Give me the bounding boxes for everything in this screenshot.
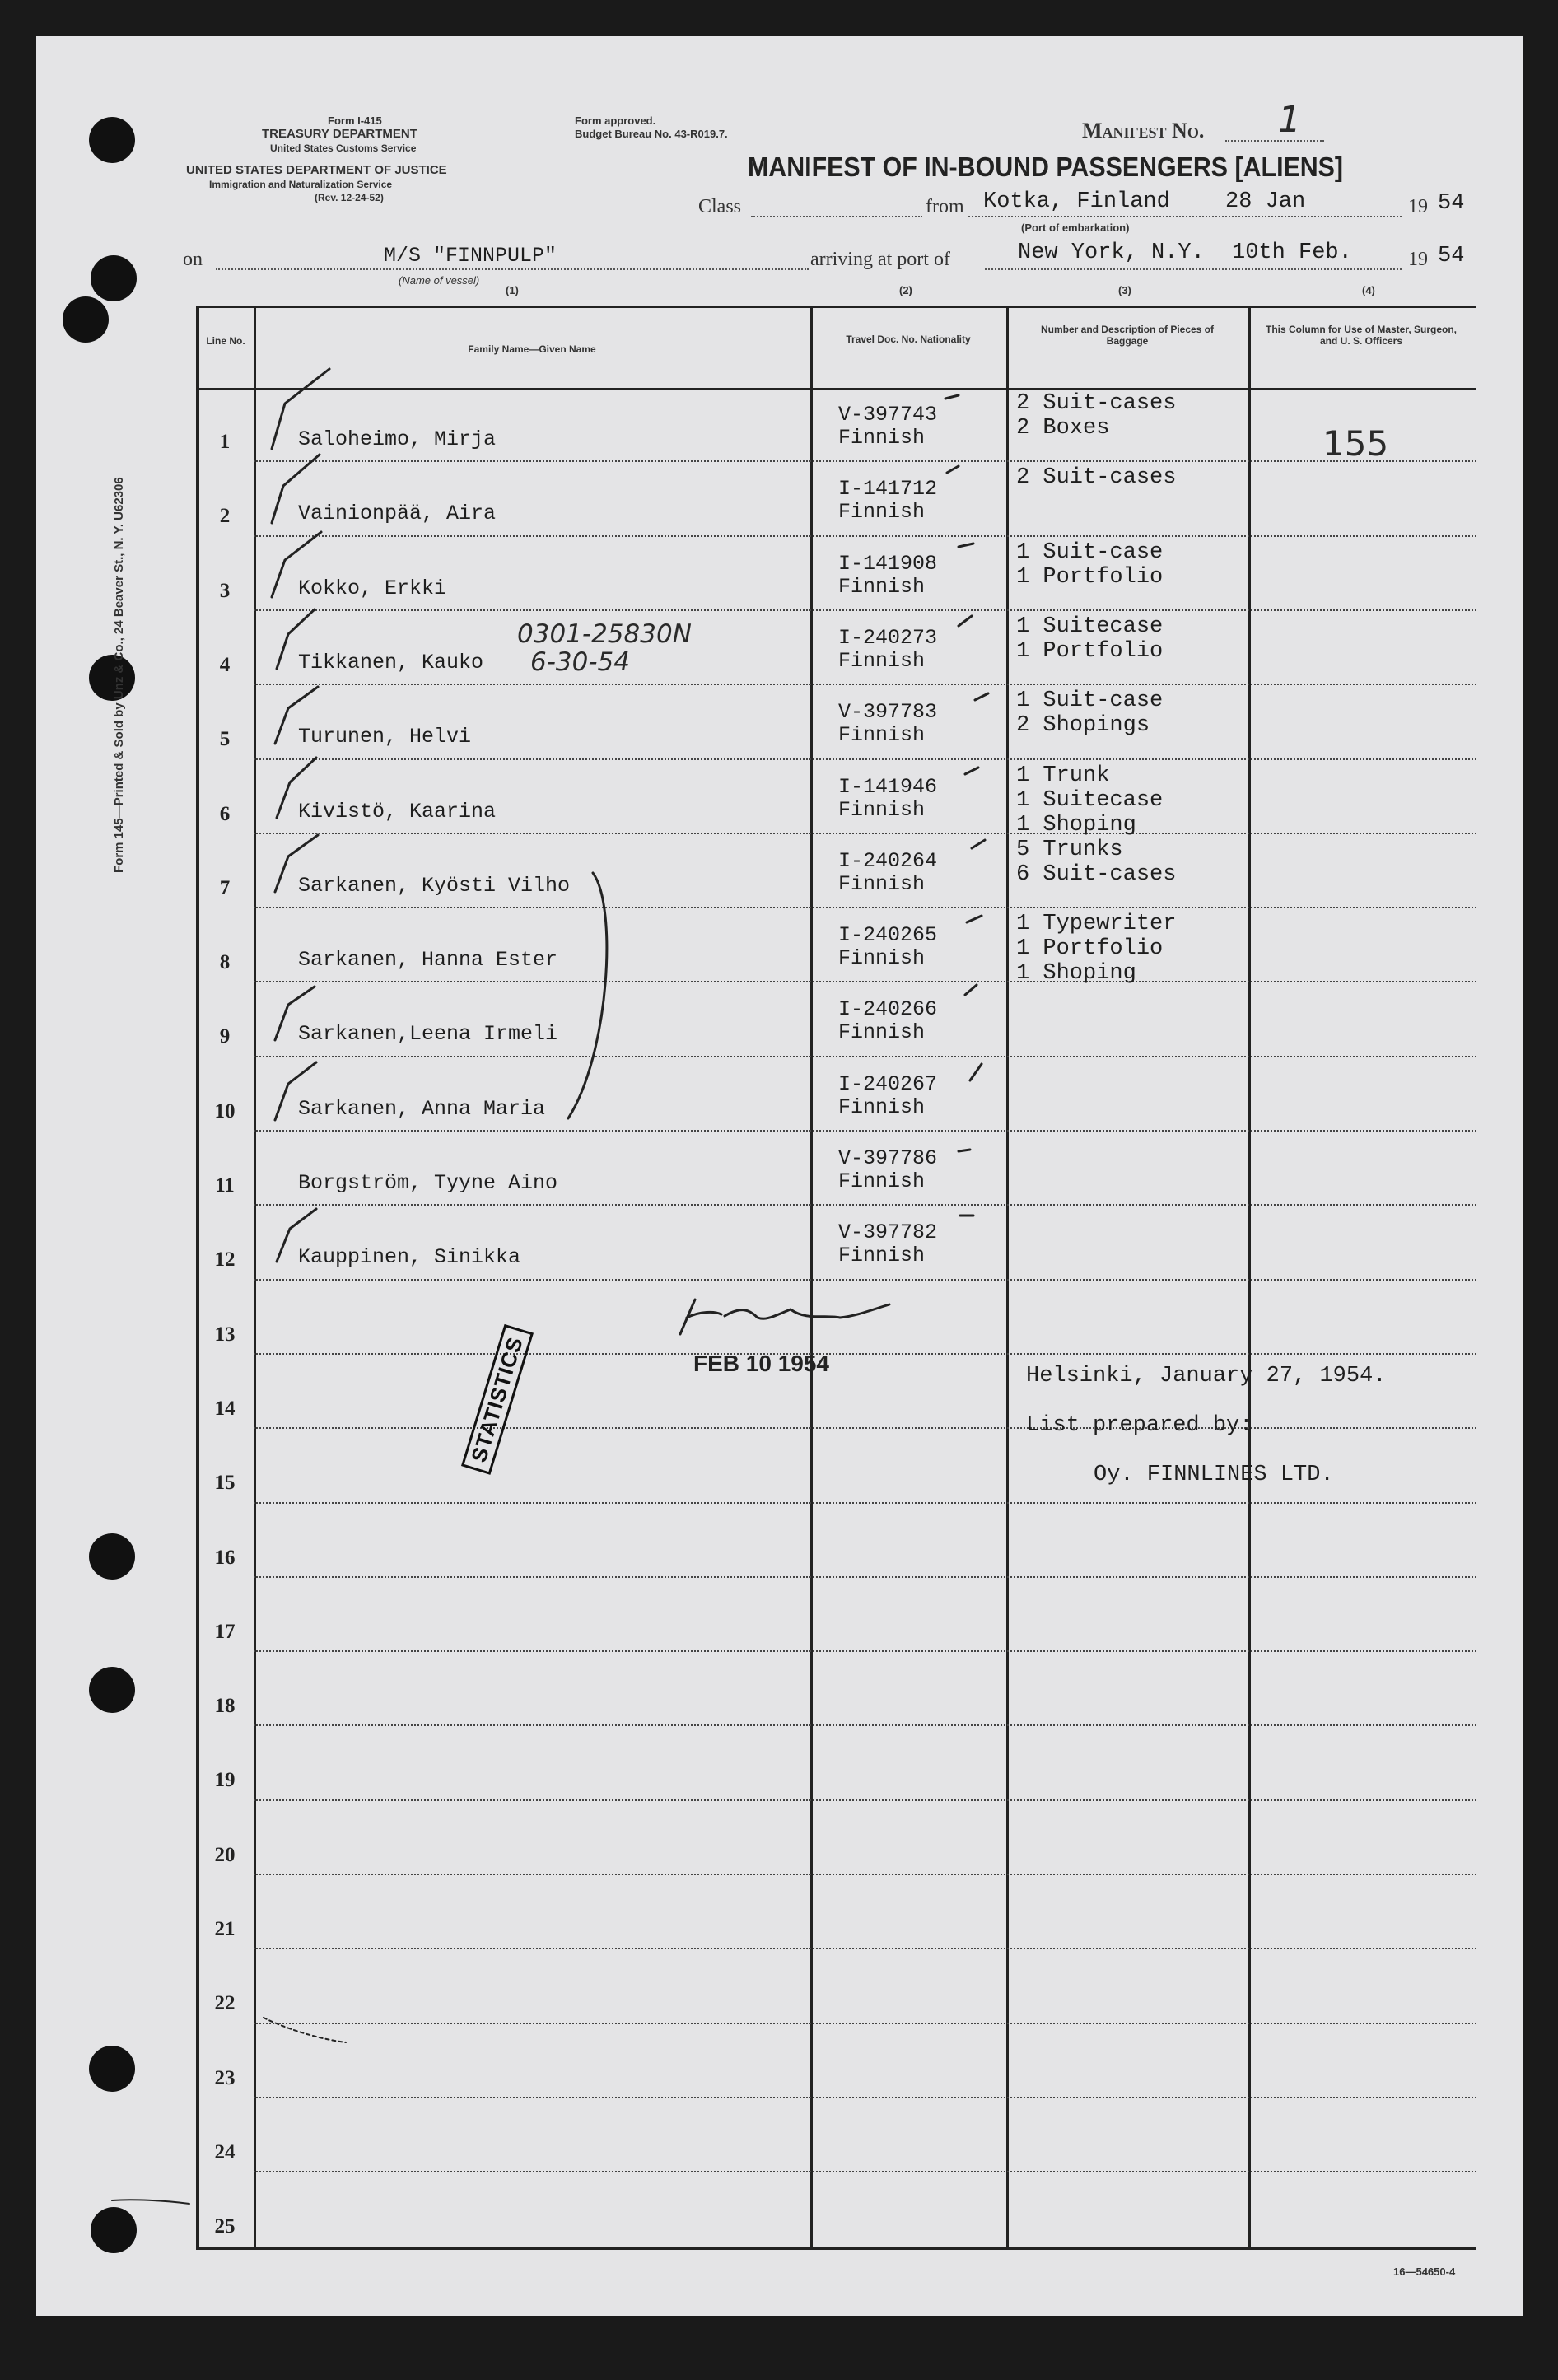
baggage-item: 1 Suitecase xyxy=(1016,614,1164,639)
baggage-item: 2 Boxes xyxy=(1016,416,1110,441)
row-rule xyxy=(254,535,1476,537)
line-number: 5 xyxy=(219,728,231,751)
line-number: 22 xyxy=(214,1992,236,2015)
row-rule xyxy=(254,1874,1476,1875)
column-divider xyxy=(1248,306,1251,2250)
row-rule xyxy=(254,2023,1476,2024)
certification-place-date: Helsinki, January 27, 1954. xyxy=(1026,1364,1387,1388)
baggage-item: 1 Suitecase xyxy=(1016,787,1164,813)
row-rule xyxy=(254,1576,1476,1578)
row-rule xyxy=(254,2097,1476,2098)
handwritten-date: 6-30-54 xyxy=(530,647,630,677)
baggage-item: 1 Portfolio xyxy=(1016,936,1164,962)
printer-imprint: Form 145—Printed & Sold by Unz & Co., 24 Beaver St., N. Y. U62306 xyxy=(112,477,126,873)
travel-doc-no: V-397743 xyxy=(838,403,938,427)
column-divider xyxy=(1006,306,1009,2250)
immigration-service: Immigration and Naturalization Service xyxy=(209,179,393,190)
line-number: 14 xyxy=(214,1397,236,1420)
footer-code: 16—54650-4 xyxy=(1393,2266,1456,2278)
line-number: 21 xyxy=(214,1918,236,1940)
passenger-name: Sarkanen, Hanna Ester xyxy=(298,948,558,973)
column-1-number: (1) xyxy=(506,284,519,296)
arrival-year-prefix: 19 xyxy=(1408,249,1428,270)
row-rule xyxy=(254,460,1476,462)
punch-hole xyxy=(89,117,135,163)
baggage-item: 1 Shoping xyxy=(1016,961,1136,987)
travel-doc-no: V-397782 xyxy=(838,1220,938,1245)
line-number: 20 xyxy=(214,1843,236,1866)
nationality: Finnish xyxy=(838,1244,926,1268)
passenger-name: Kokko, Erkki xyxy=(298,576,447,600)
row-rule xyxy=(254,684,1476,685)
header-family-name: Family Name—Given Name xyxy=(468,343,596,355)
nationality: Finnish xyxy=(838,871,926,896)
row-rule xyxy=(254,1204,1476,1206)
travel-doc-no: I-141908 xyxy=(838,551,938,576)
column-divider xyxy=(810,306,813,2250)
baggage-item: 1 Portfolio xyxy=(1016,564,1164,590)
arrival-port: New York, N.Y. xyxy=(1018,240,1205,265)
passenger-name: Kauppinen, Sinikka xyxy=(298,1245,521,1270)
nationality: Finnish xyxy=(838,723,926,748)
embarkation-caption: (Port of embarkation) xyxy=(1021,222,1130,234)
line-number: 8 xyxy=(219,951,231,974)
baggage-item: 2 Suit-cases xyxy=(1016,465,1177,491)
travel-doc-no: I-240267 xyxy=(838,1071,938,1096)
table-bottom-border xyxy=(196,2247,1476,2250)
row-rule xyxy=(254,609,1476,611)
from-label: from xyxy=(926,196,964,217)
row-rule xyxy=(254,1799,1476,1801)
travel-doc-no: I-240265 xyxy=(838,923,938,948)
passenger-name: Vainionpää, Aira xyxy=(298,502,497,526)
row-rule xyxy=(254,758,1476,760)
travel-doc-no: V-397783 xyxy=(838,700,938,725)
header-line-no: Line No. xyxy=(206,335,245,347)
from-value: Kotka, Finland xyxy=(983,189,1170,214)
header-officers: This Column for Use of Master, Surgeon, and U. S. Officers xyxy=(1265,324,1458,347)
row-rule xyxy=(254,1056,1476,1057)
row-rule xyxy=(254,833,1476,834)
vessel-caption: (Name of vessel) xyxy=(399,274,480,287)
from-dots xyxy=(968,216,1402,217)
passenger-name: Sarkanen, Anna Maria xyxy=(298,1096,546,1121)
on-label: on xyxy=(183,249,203,270)
punch-hole xyxy=(91,2207,137,2253)
travel-doc-no: I-240266 xyxy=(838,997,938,1022)
line-number: 13 xyxy=(214,1323,236,1346)
row-rule xyxy=(254,1502,1476,1504)
treasury-department: TREASURY DEPARTMENT xyxy=(262,127,417,141)
arrival-date: 10th Feb. xyxy=(1232,240,1352,265)
header-bottom-rule xyxy=(196,388,1476,390)
baggage-item: 5 Trunks xyxy=(1016,837,1123,862)
line-number: 24 xyxy=(214,2140,236,2163)
travel-doc-no: I-240264 xyxy=(838,848,938,873)
header-baggage: Number and Description of Pieces of Baggage xyxy=(1040,324,1215,347)
line-number: 12 xyxy=(214,1248,236,1272)
class-label: Class xyxy=(698,196,742,217)
baggage-item: 2 Suit-cases xyxy=(1016,391,1177,416)
arriving-label: arriving at port of xyxy=(810,249,950,270)
passenger-name: Kivistö, Kaarina xyxy=(298,799,497,824)
baggage-item: 6 Suit-cases xyxy=(1016,861,1177,887)
travel-doc-no: I-240273 xyxy=(838,625,938,650)
handwritten-code: 0301-25830N xyxy=(517,619,692,649)
baggage-item: 1 Suit-case xyxy=(1016,688,1164,714)
nationality: Finnish xyxy=(838,1169,926,1193)
nationality: Finnish xyxy=(838,1020,926,1045)
row-rule xyxy=(254,1948,1476,1949)
column-4-number: (4) xyxy=(1362,284,1375,296)
manifest-title: MANIFEST OF IN-BOUND PASSENGERS [ALIENS] xyxy=(748,152,1344,182)
column-divider xyxy=(254,306,256,2250)
line-number: 15 xyxy=(214,1472,236,1495)
row-rule xyxy=(254,2171,1476,2172)
nationality: Finnish xyxy=(838,946,926,971)
statistics-stamp: STATISTICS xyxy=(461,1324,534,1475)
line-number: 6 xyxy=(219,802,231,825)
departure-date: 28 Jan xyxy=(1225,189,1306,214)
line-number: 7 xyxy=(219,876,231,899)
line-number: 10 xyxy=(214,1099,236,1122)
revision-date: (Rev. 12-24-52) xyxy=(315,192,384,203)
line-number: 17 xyxy=(214,1620,236,1643)
manifest-no-value: 1 xyxy=(1278,99,1301,141)
arrival-dots xyxy=(985,268,1402,270)
line-number: 9 xyxy=(219,1025,231,1048)
baggage-item: 2 Shopings xyxy=(1016,713,1150,739)
line-number: 3 xyxy=(219,579,231,602)
line-number: 11 xyxy=(215,1174,235,1197)
nationality: Finnish xyxy=(838,1094,926,1119)
arrival-year: 54 xyxy=(1438,244,1465,268)
vessel-dots xyxy=(216,268,809,270)
table-top-border xyxy=(196,306,1476,308)
form-approved: Form approved. xyxy=(575,114,656,127)
department-of-justice: UNITED STATES DEPARTMENT OF JUSTICE xyxy=(186,163,447,177)
row-rule xyxy=(254,1650,1476,1652)
row-rule xyxy=(254,907,1476,908)
baggage-item: 1 Portfolio xyxy=(1016,638,1164,664)
manifest-no-label: Manifest No. xyxy=(1082,119,1205,142)
budget-bureau-no: Budget Bureau No. 43-R019.7. xyxy=(575,128,728,140)
line-number: 16 xyxy=(214,1546,236,1569)
passenger-name: Sarkanen,Leena Irmeli xyxy=(298,1022,558,1047)
form-number: Form I-415 xyxy=(328,114,382,127)
row-rule xyxy=(254,981,1476,982)
customs-service: United States Customs Service xyxy=(270,142,417,154)
nationality: Finnish xyxy=(838,500,926,525)
column-2-number: (2) xyxy=(899,284,912,296)
baggage-item: 1 Suit-case xyxy=(1016,539,1164,565)
received-date-stamp: FEB 10 1954 xyxy=(693,1351,829,1376)
row-rule xyxy=(254,1427,1476,1429)
passenger-table xyxy=(196,306,1476,2250)
baggage-item: 1 Typewriter xyxy=(1016,912,1177,937)
line-number: 25 xyxy=(214,2215,236,2238)
baggage-item: 1 Shoping xyxy=(1016,812,1136,838)
manifest-no-dots xyxy=(1225,140,1324,142)
punch-hole xyxy=(91,255,137,301)
header-travel-doc: Travel Doc. No. Nationality xyxy=(846,334,971,345)
line-number: 23 xyxy=(214,2066,236,2089)
travel-doc-no: I-141946 xyxy=(838,774,938,799)
row-rule xyxy=(254,1279,1476,1281)
departure-year-prefix: 19 xyxy=(1408,196,1428,217)
punch-hole xyxy=(63,296,109,343)
nationality: Finnish xyxy=(838,574,926,599)
nationality: Finnish xyxy=(838,426,926,450)
row-rule xyxy=(254,1130,1476,1132)
line-number: 2 xyxy=(219,505,231,528)
line-number: 19 xyxy=(214,1769,236,1792)
nationality: Finnish xyxy=(838,797,926,822)
vessel-name: M/S "FINNPULP" xyxy=(384,244,557,268)
row-rule xyxy=(254,1724,1476,1726)
certification-prepared-by: List prepared by: xyxy=(1026,1413,1253,1438)
punch-hole xyxy=(89,2046,135,2092)
officer-count: 155 xyxy=(1322,423,1389,464)
travel-doc-no: I-141712 xyxy=(838,477,938,502)
travel-doc-no: V-397786 xyxy=(838,1146,938,1170)
punch-hole xyxy=(89,1667,135,1713)
departure-year: 54 xyxy=(1438,191,1465,216)
passenger-name: Tikkanen, Kauko xyxy=(298,650,484,674)
passenger-name: Turunen, Helvi xyxy=(298,725,472,749)
column-3-number: (3) xyxy=(1118,284,1131,296)
row-rule xyxy=(254,1353,1476,1355)
punch-hole xyxy=(89,1533,135,1580)
line-number: 1 xyxy=(219,431,231,453)
passenger-name: Sarkanen, Kyösti Vilho xyxy=(298,873,571,898)
line-number: 18 xyxy=(214,1695,236,1718)
line-number: 4 xyxy=(219,653,231,676)
baggage-item: 1 Trunk xyxy=(1016,763,1110,788)
passenger-name: Saloheimo, Mirja xyxy=(298,427,497,451)
class-dots xyxy=(751,216,922,217)
nationality: Finnish xyxy=(838,648,926,673)
passenger-name: Borgström, Tyyne Aino xyxy=(298,1171,558,1195)
certification-company: Oy. FINNLINES LTD. xyxy=(1094,1463,1334,1487)
